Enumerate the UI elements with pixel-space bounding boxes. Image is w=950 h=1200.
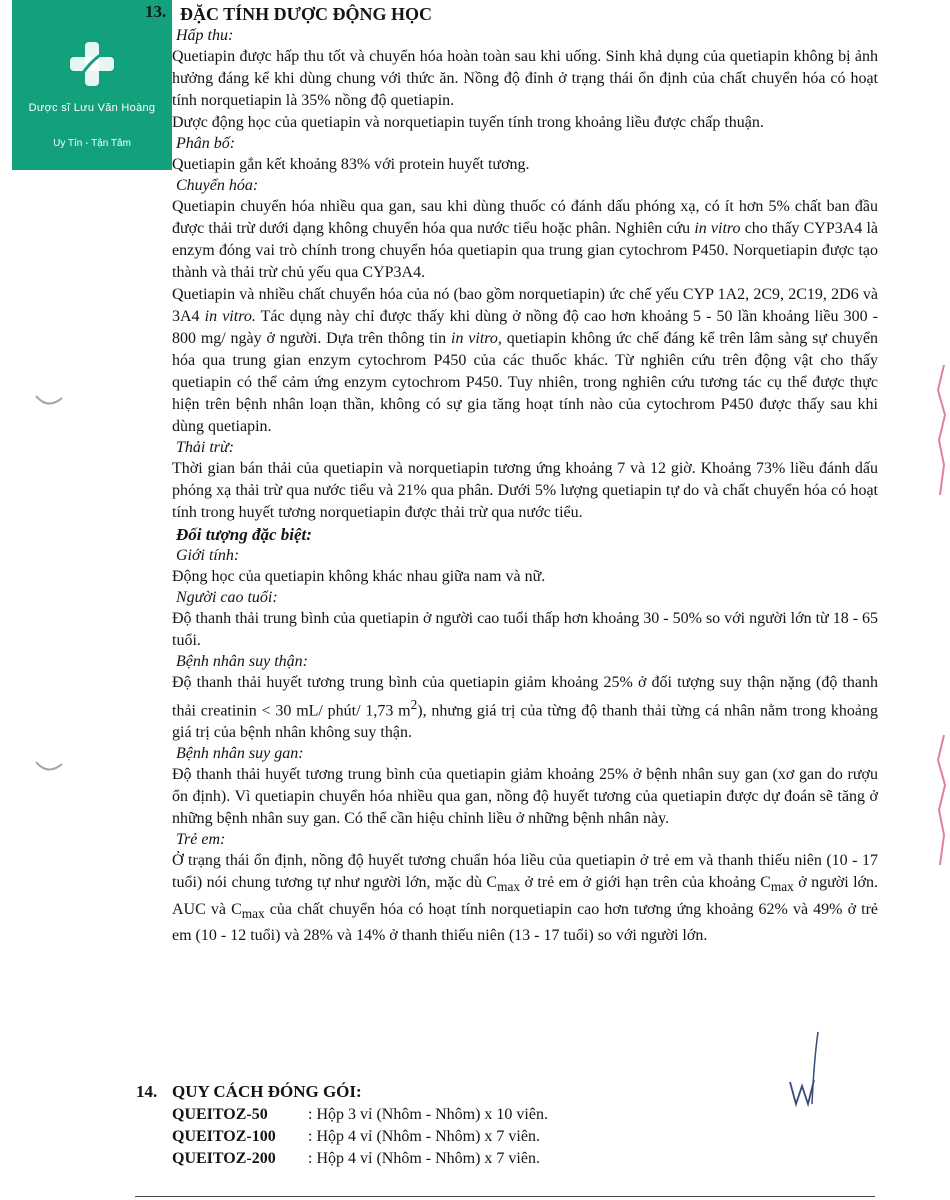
- superscript: 2: [410, 697, 418, 712]
- elimination-heading: Thải trừ:: [176, 439, 235, 456]
- section-14-title-text: QUY CÁCH ĐÓNG GÓI:: [172, 1082, 362, 1101]
- text-run: ở trẻ em ở giới hạn trên của khoảng C: [520, 874, 771, 892]
- absorption-paragraph-1: Quetiapin được hấp thu tốt và chuyển hóa hoàn toàn sau khi uống. Sinh khả dụng của quetiapin không bị ảnh hưởng đáng kể khi dùng chung với thức ăn. Nồng độ đỉnh ở trạng thái ổn định của chất chuyển hóa có hoạt tính norquetiapin là 35% nồng độ quetiapin.: [172, 48, 878, 109]
- distribution-paragraph: Quetiapin gắn kết khoảng 83% với protein huyết tương.: [172, 156, 530, 173]
- distribution-heading: Phân bố:: [176, 135, 236, 152]
- hepatic-heading: Bệnh nhân suy gan:: [176, 745, 304, 763]
- absorption-paragraph-2: Dược động học của quetiapin và norquetiapin tuyến tính trong khoảng liều được chấp thuận.: [172, 114, 764, 131]
- elimination-paragraph: Thời gian bán thải của quetiapin và norquetiapin tương ứng khoảng 7 và 12 giờ. Khoảng 73% liều đánh dấu phóng xạ thải trừ qua nước tiểu và 21% qua phân. Dưới 5% lượng quetiapin tự do và chất chuyển hóa có hoạt tính trong huyết tương norquetiapin được thải trừ qua nước tiểu.: [172, 460, 878, 521]
- medical-cross-icon: [68, 40, 116, 88]
- edge-stamp-mark: [930, 360, 948, 500]
- renal-heading: Bệnh nhân suy thận:: [176, 653, 308, 670]
- subscript: max: [497, 879, 521, 895]
- text-run: quetiapin không ức chế đáng kể trên lâm sàng sự chuyển hóa qua trung gian enzym cytochrom P450 của các thuốc khác. Từ nghiên cứu trên động vật cho thấy quetiapin có thể cảm ứng enzym cytochrom P450. Tuy nhiên, trong nghiên cứu tương tác cụ thể được thực hiện trên bệnh nhân loạn thần, không có sự gia tăng hoạt tính nào của cytochrom P450 được thấy sau khi dùng quetiapin.: [172, 330, 878, 435]
- footer-divider: [135, 1196, 875, 1197]
- text-run: Độ thanh thải huyết tương trung bình của quetiapin giảm khoảng 25% ở đối tượng suy thận nặng (độ thanh thải creatinin < 30 mL/ phút/ 1,73 m: [172, 674, 878, 720]
- product-code: QUEITOZ-50: [172, 1106, 268, 1123]
- children-paragraph: [172, 850, 878, 946]
- packaging-row: [172, 1104, 836, 1126]
- section-13-title: ĐẶC TÍNH DƯỢC ĐỘNG HỌC: [180, 4, 433, 24]
- children-heading: Trẻ em:: [176, 831, 226, 849]
- packaging-desc: : Hộp 4 vỉ (Nhôm - Nhôm) x 7 viên.: [308, 1128, 540, 1145]
- logo-name: Dược sĩ Lưu Văn Hoàng: [28, 102, 156, 114]
- punch-hole-mark: [34, 392, 64, 408]
- product-code: QUEITOZ-200: [172, 1150, 276, 1167]
- gender-heading: Giới tính:: [176, 547, 240, 564]
- absorption-heading: Hấp thu:: [176, 27, 234, 44]
- hepatic-paragraph: Độ thanh thải huyết tương trung bình của quetiapin giảm khoảng 25% ở bệnh nhân suy gan (xơ gan do rượu ổn định). Vì quetiapin chuyển hóa nhiều qua gan, nồng độ huyết tương của quetiapin được dự đoán sẽ tăng ở những bệnh nhân suy gan. Có thể cần hiệu chỉnh liều ở những bệnh nhân này.: [172, 766, 878, 828]
- packaging-row: [172, 1148, 836, 1170]
- subscript: max: [770, 879, 794, 895]
- gender-paragraph: Động học của quetiapin không khác nhau giữa nam và nữ.: [172, 568, 546, 585]
- italic-term: in vitro.: [204, 308, 256, 325]
- elderly-heading: Người cao tuổi:: [176, 589, 278, 606]
- text-run: cho thấy CYP3A4 là enzym đóng vai trò chính trong chuyển hóa quetiapin qua trung gian cytochrom P450. Norquetiapin được tạo thành và thải trừ chủ yếu qua CYP3A4.: [172, 220, 878, 281]
- metabolism-heading: Chuyển hóa:: [176, 177, 259, 194]
- text-run: Quetiapin chuyển hóa nhiều qua gan, sau khi dùng thuốc có đánh dấu phóng xạ, có ít hơn 5% chất ban đầu được thải trừ dưới dạng không chuyển hóa qua nước tiểu hoặc phân. Nghiên cứu: [172, 198, 878, 237]
- handwritten-initials: [784, 1030, 830, 1110]
- subscript: max: [241, 905, 265, 921]
- text-run: của chất chuyển hóa có hoạt tính norquetiapin cao hơn tương ứng khoảng 62% và 49% ở trẻ em (10 - 12 tuổi) và 28% và 14% ở thanh thiếu niên (13 - 17 tuổi) so với người lớn.: [172, 900, 879, 944]
- section-14: [136, 1080, 836, 1170]
- packaging-desc: : Hộp 4 vỉ (Nhôm - Nhôm) x 7 viên.: [308, 1150, 540, 1167]
- section-14-title: [136, 1080, 836, 1104]
- metabolism-paragraph-1: [172, 196, 878, 284]
- product-code: QUEITOZ-100: [172, 1128, 276, 1145]
- text-run: Ở trạng thái ổn định, nồng độ huyết tương chuẩn hóa liều của quetiapin ở trẻ em và thanh thiếu niên (10 - 17 tuổi) nói chung tương tự như người lớn, mặc dù C: [172, 852, 878, 892]
- packaging-row: [172, 1126, 836, 1148]
- section-14-number: 14.: [136, 1082, 158, 1101]
- text-run: Quetiapin và nhiều chất chuyển hóa của nó (bao gồm norquetiapin) ức chế yếu CYP 1A2, 2C9, 2C19, 2D6 và 3A4: [172, 286, 878, 325]
- text-run: ở người lớn. AUC và C: [172, 874, 879, 918]
- renal-paragraph: [172, 672, 878, 744]
- punch-hole-mark: [34, 758, 64, 774]
- edge-stamp-mark: [930, 730, 948, 870]
- text-run: ), nhưng giá trị của từng độ thanh thải từng cá nhân nằm trong khoảng giá trị của bệnh nhân không suy thận.: [172, 702, 879, 742]
- packaging-desc: : Hộp 3 vỉ (Nhôm - Nhôm) x 10 viên.: [308, 1106, 548, 1123]
- italic-term: in vitro: [694, 220, 741, 237]
- elderly-paragraph: Độ thanh thải trung bình của quetiapin ở người cao tuổi thấp hơn khoảng 30 - 50% so với người lớn từ 18 - 65 tuổi.: [172, 610, 879, 649]
- watermark-logo: [12, 0, 172, 170]
- special-populations-heading: Đối tượng đặc biệt:: [176, 525, 312, 544]
- section-13-content: [172, 26, 878, 947]
- italic-term: in vitro,: [451, 330, 502, 347]
- section-13-number: 13.: [145, 2, 167, 21]
- metabolism-paragraph-2: [172, 284, 878, 438]
- text-run: Tác dụng này chỉ được thấy khi dùng ở nồng độ cao hơn khoảng 5 - 50 lần khoảng liều 300 - 800 mg/ ngày ở người. Dựa trên thông tin: [172, 308, 878, 347]
- logo-slogan: Uy Tín - Tận Tâm: [53, 138, 131, 149]
